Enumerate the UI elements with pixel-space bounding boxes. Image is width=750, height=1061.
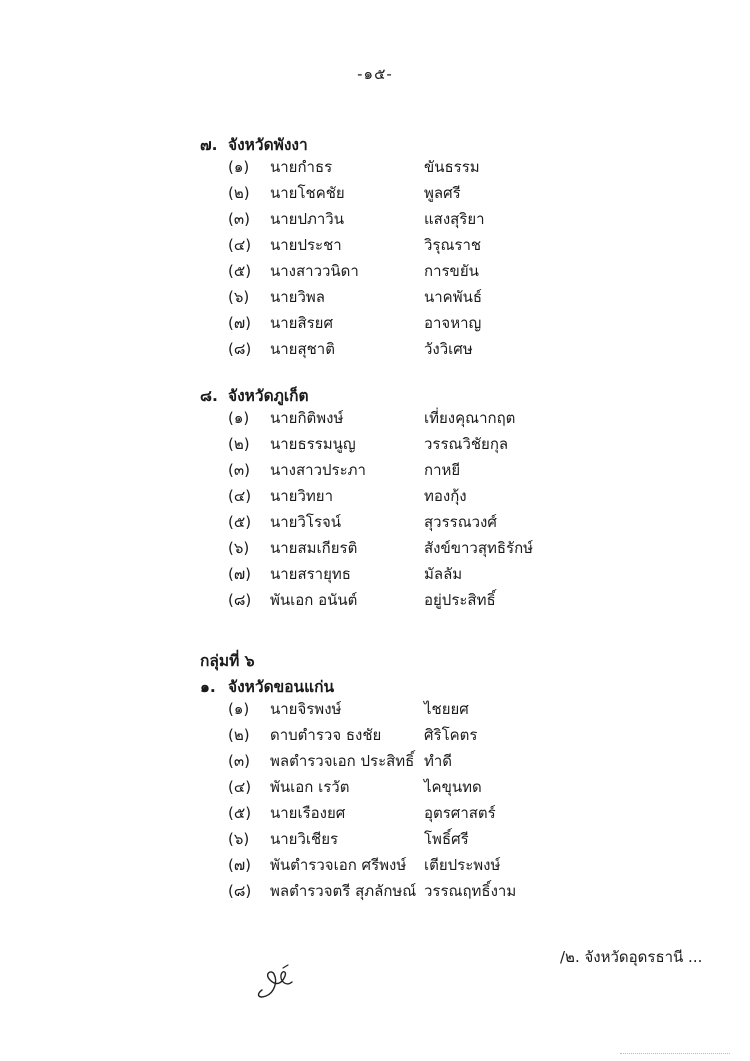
given-name: นายกิติพงษ์ [270, 409, 344, 427]
item-index: (๘) [228, 340, 252, 358]
given-name: นายธรรมนูญ [270, 435, 356, 453]
list-item [228, 748, 628, 774]
item-index: (๒) [228, 726, 250, 744]
family-name: วรรณฤทธิ์งาม [424, 882, 517, 900]
item-index: (๘) [228, 591, 252, 609]
item-index: (๕) [228, 513, 252, 531]
list-item [228, 154, 628, 180]
given-name: พลตำรวจเอก ประสิทธิ์ [270, 752, 415, 770]
item-index: (๔) [228, 487, 252, 505]
given-name: นายประชา [270, 236, 342, 254]
list-item [228, 852, 628, 878]
list-item [228, 258, 628, 284]
item-index: (๖) [228, 288, 250, 306]
list-item [228, 336, 628, 362]
list-item [228, 800, 628, 826]
item-index: (๗) [228, 314, 251, 332]
item-index: (๗) [228, 565, 251, 583]
family-name: แสงสุริยา [424, 210, 485, 228]
page-number: -๑๕- [357, 65, 393, 83]
family-name: การขยัน [424, 262, 479, 280]
family-name: วิรุณราช [424, 236, 482, 254]
list-item [228, 310, 628, 336]
item-index: (๖) [228, 830, 250, 848]
family-name: ทองกุ้ง [424, 487, 467, 505]
section-number: ๘. [200, 387, 218, 405]
family-name: พูลศรี [424, 184, 461, 202]
list-item [228, 561, 628, 587]
list-item [228, 774, 628, 800]
given-name: นายวิทยา [270, 487, 333, 505]
given-name: นายปภาวิน [270, 210, 344, 228]
family-name: สังข์ขาวสุทธิรักษ์ [424, 539, 534, 557]
item-index: (๒) [228, 184, 250, 202]
list-item [228, 535, 628, 561]
list-item [228, 696, 628, 722]
continuation-reference: /๒. จังหวัดอุดรธานี ... [560, 948, 703, 966]
list-item [228, 457, 628, 483]
given-name: นายเรืองยศ [270, 804, 346, 822]
list-item [228, 587, 628, 613]
list-item [228, 405, 628, 431]
list-item [228, 284, 628, 310]
list-item [228, 232, 628, 258]
item-index: (๔) [228, 236, 252, 254]
family-name: เตียประพงษ์ [424, 856, 501, 874]
family-name: ศิริโคตร [424, 726, 478, 744]
group-label: กลุ่มที่ ๖ [200, 652, 255, 670]
family-name: วังวิเศษ [424, 340, 473, 358]
family-name: อาจหาญ [424, 314, 482, 332]
family-name: นาคพันธ์ [424, 288, 483, 306]
family-name: สุวรรณวงศ์ [424, 513, 497, 531]
list-item [228, 431, 628, 457]
family-name: อุตรศาสตร์ [424, 804, 496, 822]
family-name: ไชยยศ [424, 700, 469, 718]
item-index: (๑) [228, 700, 250, 718]
item-index: (๗) [228, 856, 251, 874]
item-index: (๓) [228, 752, 250, 770]
given-name: นายจิรพงษ์ [270, 700, 342, 718]
given-name: นายสรายุทธ [270, 565, 351, 583]
given-name: นายสุชาติ [270, 340, 335, 358]
item-index: (๓) [228, 210, 250, 228]
section-title: จังหวัดภูเก็ต [228, 387, 309, 405]
item-index: (๖) [228, 539, 250, 557]
list-item [228, 206, 628, 232]
given-name: นายวิพล [270, 288, 325, 306]
item-index: (๘) [228, 882, 252, 900]
given-name: นายวิเชียร [270, 830, 339, 848]
signature-icon [252, 960, 300, 1000]
family-name: วรรณวิชัยกุล [424, 435, 509, 453]
family-name: อยู่ประสิทธิ์ [424, 591, 496, 609]
list-item [228, 878, 628, 904]
given-name: พันตำรวจเอก ศรีพงษ์ [270, 856, 407, 874]
given-name: นายกำธร [270, 158, 333, 176]
list-item [228, 509, 628, 535]
list-item [228, 722, 628, 748]
item-index: (๓) [228, 461, 250, 479]
item-index: (๑) [228, 158, 250, 176]
given-name: นายสมเกียรติ [270, 539, 358, 557]
given-name: นางสาววนิดา [270, 262, 359, 280]
section-number: ๗. [200, 136, 218, 154]
list-item [228, 483, 628, 509]
given-name: นายสิรยศ [270, 314, 333, 332]
given-name: พันเอก อนันต์ [270, 591, 358, 609]
section-title: จังหวัดขอนแก่น [228, 678, 335, 696]
scan-artifact [620, 1053, 730, 1056]
family-name: โพธิ์ศรี [424, 830, 469, 848]
given-name: นายวิโรจน์ [270, 513, 342, 531]
item-index: (๕) [228, 804, 252, 822]
list-item [228, 826, 628, 852]
given-name: ดาบตำรวจ ธงชัย [270, 726, 382, 744]
given-name: นางสาวประภา [270, 461, 366, 479]
family-name: ขันธรรม [424, 158, 480, 176]
family-name: มัลลัม [424, 565, 463, 583]
item-index: (๒) [228, 435, 250, 453]
section-number: ๑. [200, 678, 216, 696]
family-name: กาหยี [424, 461, 461, 479]
item-index: (๕) [228, 262, 252, 280]
item-index: (๔) [228, 778, 252, 796]
given-name: พันเอก เรวัต [270, 778, 350, 796]
given-name: นายโชคชัย [270, 184, 345, 202]
section-title: จังหวัดพังงา [228, 136, 308, 154]
list-item [228, 180, 628, 206]
family-name: ไคขุนทด [424, 778, 482, 796]
item-index: (๑) [228, 409, 250, 427]
family-name: ทำดี [424, 752, 453, 770]
family-name: เที่ยงคุณากฤต [424, 409, 516, 427]
given-name: พลตำรวจตรี สุภลักษณ์ [270, 882, 417, 900]
